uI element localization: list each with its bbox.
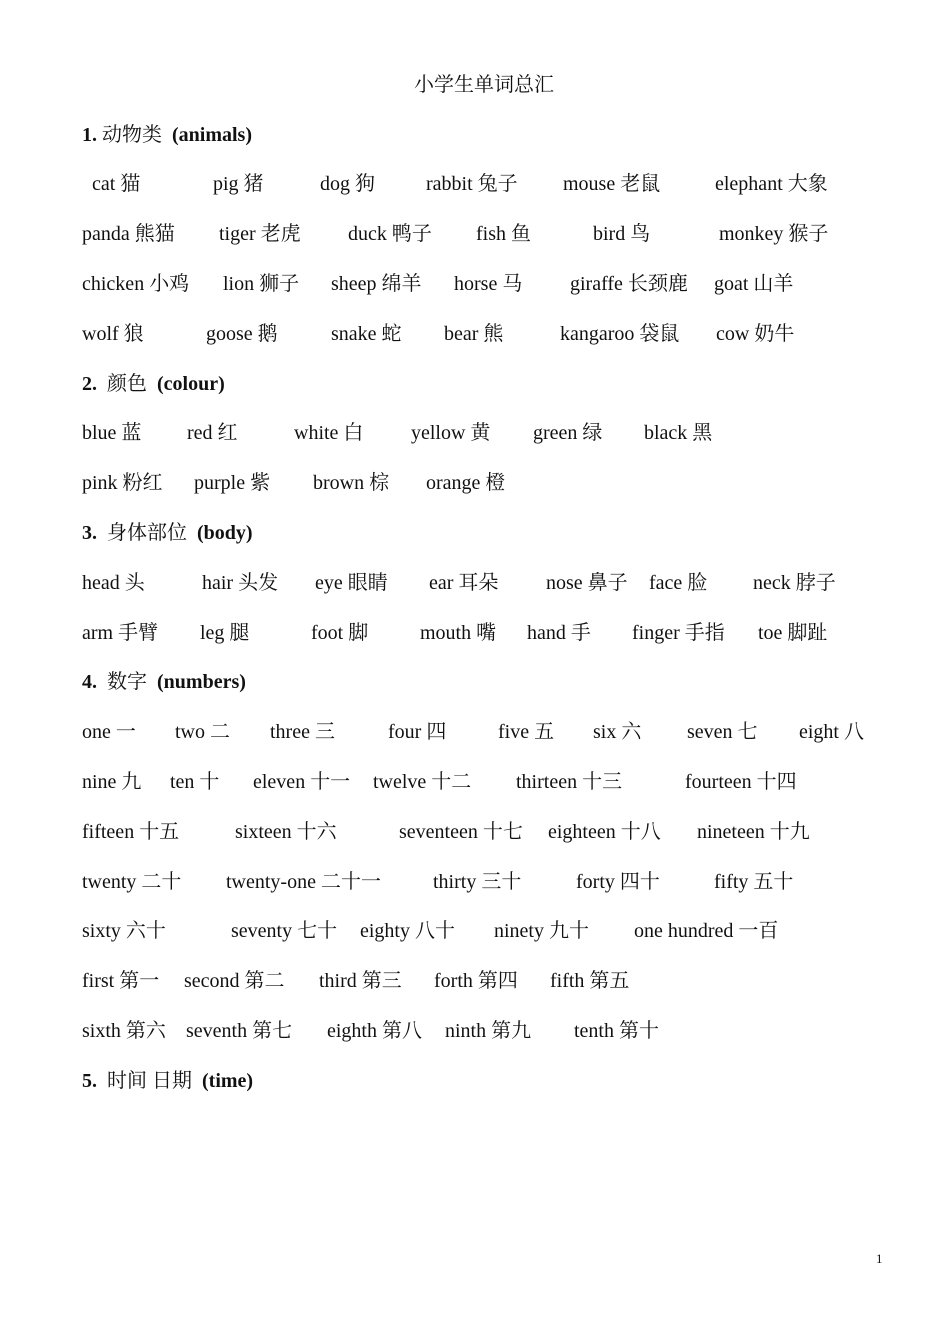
word-entry: bird 鸟: [593, 223, 651, 245]
section-number: 2.: [82, 373, 97, 395]
word-entry: dog 狗: [320, 173, 375, 195]
word-entry: toe 脚趾: [758, 622, 828, 644]
word-entry: chicken 小鸡: [82, 273, 190, 295]
section-number: 5.: [82, 1070, 97, 1092]
word-entry: orange 橙: [426, 472, 506, 494]
word-entry: tenth 第十: [574, 1020, 659, 1042]
word-entry: hand 手: [527, 622, 591, 644]
word-entry: monkey 猴子: [719, 223, 829, 245]
word-row: [0, 1018, 950, 1044]
word-entry: twenty-one 二十一: [226, 871, 381, 893]
word-entry: arm 手臂: [82, 622, 159, 644]
word-entry: one 一: [82, 721, 136, 743]
word-entry: sixty 六十: [82, 920, 166, 942]
word-entry: goose 鹅: [206, 323, 278, 345]
word-row: [0, 968, 950, 994]
word-entry: eighteen 十八: [548, 821, 661, 843]
word-row: [0, 719, 950, 745]
word-entry: brown 棕: [313, 472, 390, 494]
word-entry: tiger 老虎: [219, 223, 301, 245]
word-entry: thirteen 十三: [516, 771, 623, 793]
word-entry: five 五: [498, 721, 555, 743]
word-entry: eleven 十一: [253, 771, 351, 793]
word-row: [0, 470, 950, 496]
word-entry: horse 马: [454, 273, 523, 295]
word-entry: mouse 老鼠: [563, 173, 661, 195]
section-title-zh: 数字: [107, 671, 147, 693]
section-number: 3.: [82, 522, 97, 544]
word-entry: hair 头发: [202, 572, 279, 594]
word-entry: nineteen 十九: [697, 821, 810, 843]
section-title-zh: 颜色: [107, 373, 147, 395]
word-entry: seventy 七十: [231, 920, 338, 942]
section-title-zh: 身体部位: [107, 522, 187, 544]
word-entry: forty 四十: [576, 871, 660, 893]
word-entry: seventh 第七: [186, 1020, 293, 1042]
word-entry: kangaroo 袋鼠: [560, 323, 680, 345]
word-entry: third 第三: [319, 970, 402, 992]
word-entry: cow 奶牛: [716, 323, 795, 345]
page-number: 1: [876, 1251, 883, 1266]
word-entry: six 六: [593, 721, 642, 743]
section-heading-body: [82, 520, 253, 546]
word-entry: twelve 十二: [373, 771, 472, 793]
word-entry: eight 八: [799, 721, 864, 743]
section-number: 4.: [82, 671, 97, 693]
word-row: [0, 570, 950, 596]
word-entry: head 头: [82, 572, 145, 594]
word-entry: pink 粉红: [82, 472, 163, 494]
word-entry: eighty 八十: [360, 920, 455, 942]
word-row: [0, 321, 950, 347]
word-entry: foot 脚: [311, 622, 369, 644]
word-entry: fifth 第五: [550, 970, 630, 992]
section-title-zh: 动物类: [102, 124, 162, 146]
word-entry: second 第二: [184, 970, 285, 992]
word-entry: ninety 九十: [494, 920, 589, 942]
word-entry: giraffe 长颈鹿: [570, 273, 688, 295]
word-entry: sixteen 十六: [235, 821, 337, 843]
section-heading-colour: [82, 371, 225, 397]
word-entry: purple 紫: [194, 472, 271, 494]
word-entry: fifty 五十: [714, 871, 794, 893]
section-heading-animals: [82, 122, 252, 148]
word-row: [0, 221, 950, 247]
word-row: [0, 271, 950, 297]
word-entry: leg 腿: [200, 622, 250, 644]
section-heading-time: [82, 1068, 253, 1094]
word-entry: face 脸: [649, 572, 708, 594]
word-entry: ear 耳朵: [429, 572, 499, 594]
word-entry: bear 熊: [444, 323, 504, 345]
word-row: [0, 420, 950, 446]
word-entry: goat 山羊: [714, 273, 794, 295]
word-entry: pig 猪: [213, 173, 264, 195]
section-title-en: (body): [197, 522, 253, 544]
word-entry: thirty 三十: [433, 871, 522, 893]
word-entry: finger 手指: [632, 622, 725, 644]
word-entry: red 红: [187, 422, 238, 444]
word-row: [0, 869, 950, 895]
word-entry: neck 脖子: [753, 572, 836, 594]
word-entry: eye 眼睛: [315, 572, 388, 594]
word-entry: elephant 大象: [715, 173, 828, 195]
word-entry: blue 蓝: [82, 422, 142, 444]
section-heading-numbers: [82, 669, 246, 695]
word-entry: lion 狮子: [223, 273, 300, 295]
word-entry: snake 蛇: [331, 323, 402, 345]
word-entry: forth 第四: [434, 970, 518, 992]
word-entry: one hundred 一百: [634, 920, 779, 942]
word-entry: two 二: [175, 721, 230, 743]
word-entry: white 白: [294, 422, 364, 444]
word-entry: rabbit 兔子: [426, 173, 518, 195]
word-entry: eighth 第八: [327, 1020, 422, 1042]
word-row: [0, 918, 950, 944]
word-entry: four 四: [388, 721, 447, 743]
word-entry: twenty 二十: [82, 871, 182, 893]
section-title-zh: 时间 日期: [107, 1070, 192, 1092]
word-row: [0, 171, 950, 197]
word-entry: sixth 第六: [82, 1020, 166, 1042]
word-entry: fifteen 十五: [82, 821, 180, 843]
word-entry: fourteen 十四: [685, 771, 797, 793]
word-entry: seventeen 十七: [399, 821, 523, 843]
section-title-en: (time): [202, 1070, 254, 1092]
word-row: [0, 819, 950, 845]
section-title-en: (colour): [157, 373, 225, 395]
word-entry: duck 鸭子: [348, 223, 432, 245]
word-entry: panda 熊猫: [82, 223, 175, 245]
section-number: 1.: [82, 124, 97, 146]
word-entry: three 三: [270, 721, 335, 743]
word-entry: seven 七: [687, 721, 758, 743]
word-entry: yellow 黄: [411, 422, 491, 444]
word-entry: cat 猫: [92, 173, 141, 195]
word-entry: black 黑: [644, 422, 713, 444]
section-title-en: (numbers): [157, 671, 246, 693]
word-entry: nine 九: [82, 771, 142, 793]
word-row: [0, 769, 950, 795]
word-entry: mouth 嘴: [420, 622, 497, 644]
word-entry: wolf 狼: [82, 323, 144, 345]
word-entry: ninth 第九: [445, 1020, 532, 1042]
word-entry: sheep 绵羊: [331, 273, 422, 295]
word-entry: ten 十: [170, 771, 220, 793]
word-entry: nose 鼻子: [546, 572, 628, 594]
section-title-en: (animals): [172, 124, 252, 146]
document-title: 小学生单词总汇: [414, 74, 554, 96]
word-entry: first 第一: [82, 970, 160, 992]
word-entry: fish 鱼: [476, 223, 531, 245]
word-row: [0, 620, 950, 646]
word-entry: green 绿: [533, 422, 603, 444]
